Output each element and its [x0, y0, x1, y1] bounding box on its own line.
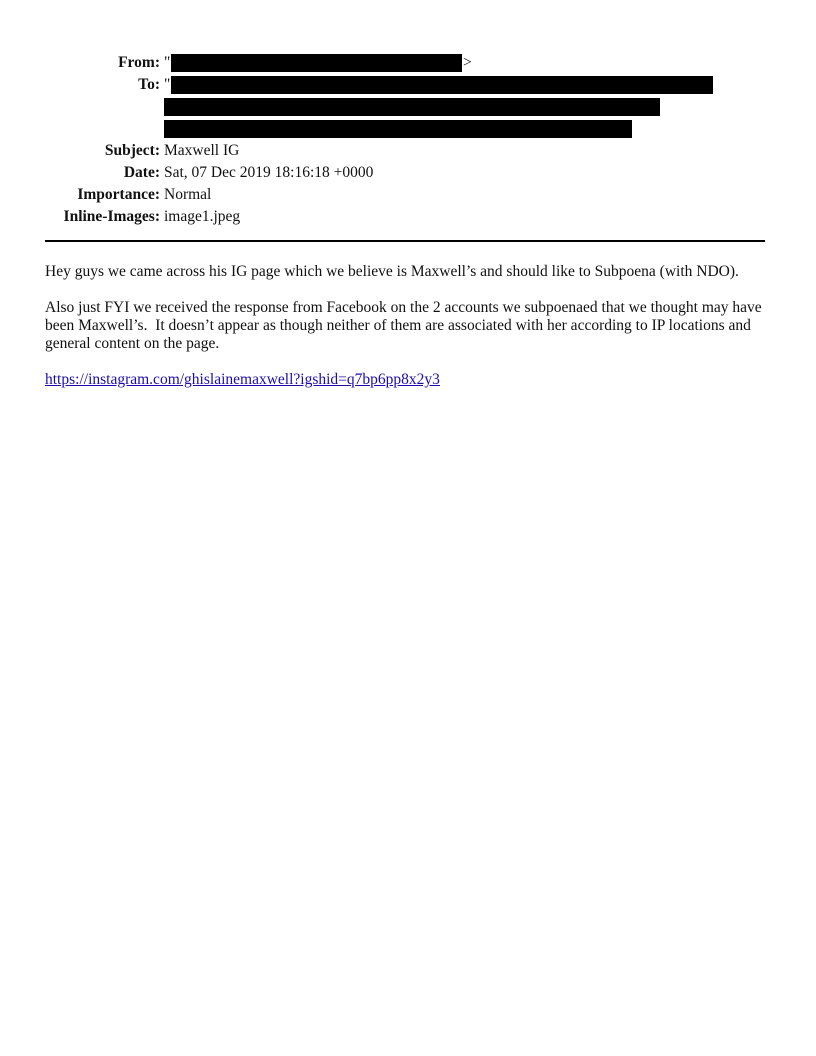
to-quote: ": [164, 76, 171, 93]
inline-images-row: [0, 206, 816, 228]
importance-row: [0, 184, 816, 206]
importance-value: Normal: [164, 186, 212, 203]
from-suffix: >: [463, 54, 472, 71]
subject-row: [0, 140, 816, 162]
header-divider: [45, 240, 765, 242]
to-row: [0, 74, 816, 140]
date-row: [0, 162, 816, 184]
to-redaction-line2: [164, 98, 660, 116]
body-paragraph-2: Also just FYI we received the response from Facebook on the 2 accounts we subpoenaed that we thought may have been Maxwell’s. It doesn’t appear as though neither of them are associated with her according to IP locations and general content on the page.: [45, 299, 766, 352]
to-redaction-line3: [164, 120, 632, 138]
to-label: To:: [138, 76, 160, 93]
importance-label: Importance:: [77, 186, 160, 203]
from-quote: ": [164, 54, 171, 71]
to-redaction-line1: [171, 76, 713, 94]
from-label: From:: [118, 54, 160, 71]
inline-images-value: image1.jpeg: [164, 208, 241, 225]
from-row: [0, 52, 816, 74]
from-redaction: [171, 54, 462, 72]
date-label: Date:: [123, 164, 160, 181]
instagram-link[interactable]: https://instagram.com/ghislainemaxwell?igshid=q7bp6pp8x2y3: [45, 371, 440, 388]
subject-value: Maxwell IG: [164, 142, 240, 159]
date-value: Sat, 07 Dec 2019 18:16:18 +0000: [164, 164, 374, 181]
email-header: [0, 52, 816, 228]
subject-label: Subject:: [104, 142, 160, 159]
body-link-paragraph: [45, 371, 770, 389]
inline-images-label: Inline-Images:: [63, 208, 160, 225]
body-paragraph-1: Hey guys we came across his IG page which we believe is Maxwell’s and should like to Subpoena (with NDO).: [45, 263, 739, 280]
